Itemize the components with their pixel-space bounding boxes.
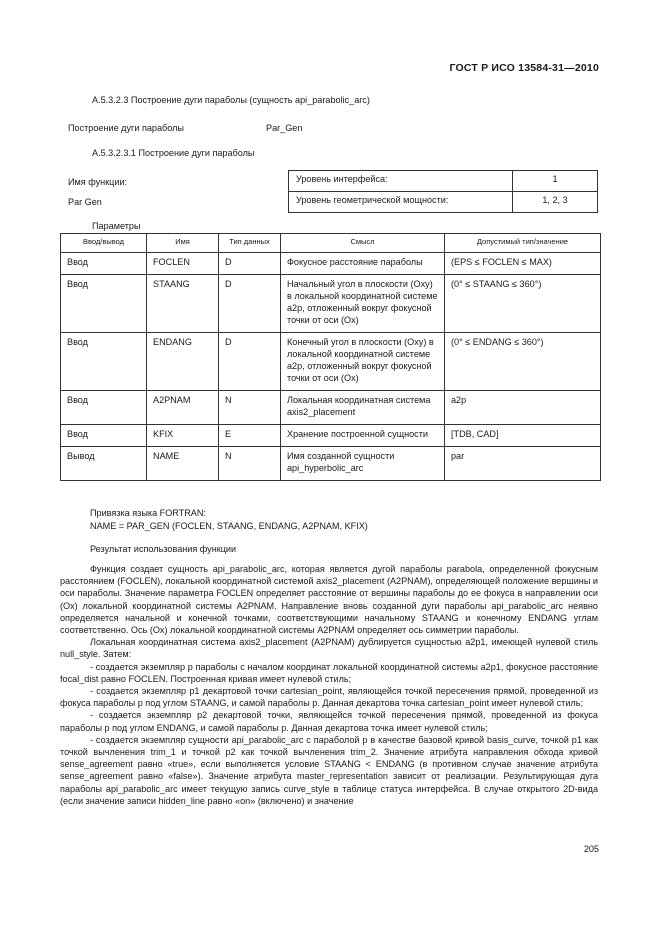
result-heading: Результат использования функции [90,544,237,554]
name-cell: STAANG [147,275,219,333]
type-cell: D [219,275,281,333]
table-header-row [61,234,601,253]
meaning-cell: Имя созданной сущности api_hyperbolic_arc [281,447,445,481]
page-number: 205 [583,844,599,854]
table-row [61,391,601,425]
table-row [289,171,598,192]
io-cell: Ввод [61,275,147,333]
function-name-label: Имя функции: [68,177,128,187]
table-row [61,253,601,275]
allowed-cell: (0° ≤ ENDANG ≤ 360°) [445,333,601,391]
interface-level-table [288,170,598,213]
name-cell: ENDANG [147,333,219,391]
paragraph: Функция создает сущность api_parabolic_arc, которая является дугой параболы parabola, определенной фокусным расстоянием (FOCLEN), локальной координатной системой axis2_placement (A2PNAM), определяющей положение вершины и оси параболы. Значение параметра FOCLEN определяет расстояние от вершины параболы до ее фокуса в направлении оси (Ox) локальной координатной системы A2PNAM. Направление вновь созданной дуги параболы api_parabolic_arc неявно определяется начальной и конечной точками, соответствующими начальному STAANG и конечному ENDANG углам соответственно. Ось (Ox) локальной координатной системы A2PNAM определяет ось симметрии параболы. [60,564,598,636]
paragraph: Локальная координатная система axis2_placement (A2PNAM) дублируется сущностью a2p1, имеющей нулевой стиль null_style. Затем: [60,637,598,660]
section-heading: A.5.3.2.3 Построение дуги параболы (сущность api_parabolic_arc) [92,95,370,105]
io-cell: Ввод [61,425,147,447]
meaning-cell: Конечный угол в плоскости (Oxy) в локальной координатной системе a2p, отложенный вокруг фокусной точки от оси (Ox) [281,333,445,391]
table-cell: 1, 2, 3 [513,192,598,213]
name-cell: KFIX [147,425,219,447]
fortran-label: Привязка языка FORTRAN: [90,508,206,518]
document-code: ГОСТ Р ИСО 13584-31—2010 [449,62,599,74]
function-name-ru: Построение дуги параболы [68,123,184,133]
io-cell: Ввод [61,333,147,391]
fortran-binding [90,507,368,532]
allowed-cell: [TDB, CAD] [445,425,601,447]
allowed-cell: (0° ≤ STAANG ≤ 360°) [445,275,601,333]
table-row [289,192,598,213]
column-header: Имя [147,234,219,253]
allowed-cell: par [445,447,601,481]
table-cell: Уровень интерфейса: [289,171,513,192]
meaning-cell: Локальная координатная система axis2_placement [281,391,445,425]
table-row [61,447,601,481]
name-cell: NAME [147,447,219,481]
allowed-cell: (EPS ≤ FOCLEN ≤ MAX) [445,253,601,275]
subsection-heading: A.5.3.2.3.1 Построение дуги параболы [92,148,255,158]
type-cell: N [219,391,281,425]
function-name-value: Par Gen [68,197,102,207]
list-item: - создается экземпляр p параболы с началом координат локальной координатной системы a2p1, фокусное расстояние focal_dist равно FOCLEN. Построенная кривая имеет нулевой стиль; [60,661,598,684]
type-cell: D [219,253,281,275]
meaning-cell: Начальный угол в плоскости (Oxy) в локальной координатной системе a2p, отложенный вокруг фокусной точки от оси (Ox) [281,275,445,333]
name-cell: A2PNAM [147,391,219,425]
io-cell: Вывод [61,447,147,481]
parameters-label: Параметры [92,221,141,231]
fortran-code: NAME = PAR_GEN (FOCLEN, STAANG, ENDANG, A2PNAM, KFIX) [90,520,368,531]
type-cell: N [219,447,281,481]
type-cell: D [219,333,281,391]
list-item: - создается экземпляр p2 декартовой точки, являющейся точкой пересечения прямой, проведенной из фокуса параболы p под углом ENDANG, и самой параболы p. Данная декартова точка имеет нулевой стиль; [60,710,598,733]
column-header: Смысл [281,234,445,253]
parameters-table [60,233,601,481]
column-header: Ввод/вывод [61,234,147,253]
body-text [60,563,598,807]
name-cell: FOCLEN [147,253,219,275]
meaning-cell: Фокусное расстояние параболы [281,253,445,275]
list-item: - создается экземпляр p1 декартовой точки cartesian_point, являющейся точкой пересечения прямой, проведенной из фокуса параболы p под углом STAANG, и самой параболы p. Данная декартова точка cartesian_point имеет нулевой стиль; [60,686,598,709]
list-item: - создается экземпляр сущности api_parabolic_arc с параболой p в качестве базовой кривой basis_curve, точкой p1 как точкой вычленения trim_1 и точкой p2 как точкой вычленения trim_2. Значение атрибута направления обхода кривой sense_agreement равно «true», если выполняется условие STAANG < ENDANG (в противном случае значение атрибута sense_agreement равно «false»). Значение атрибута master_representation зависит от реализации. Результирующая дуга параболы api_parabolic_arc имеет текущую запись curve_style в таблице статуса интерфейса. В случае открытого 2D-вида (если значение записи hidden_line равно «on» (включено) и значение [60,734,598,806]
meaning-cell: Хранение построенной сущности [281,425,445,447]
table-cell: 1 [513,171,598,192]
allowed-cell: a2p [445,391,601,425]
table-row [61,425,601,447]
io-cell: Ввод [61,253,147,275]
column-header: Тип данных [219,234,281,253]
table-row [61,333,601,391]
table-cell: Уровень геометрической мощности: [289,192,513,213]
function-name-en: Par_Gen [266,123,303,133]
type-cell: E [219,425,281,447]
column-header: Допустимый тип/значение [445,234,601,253]
table-row [61,275,601,333]
io-cell: Ввод [61,391,147,425]
